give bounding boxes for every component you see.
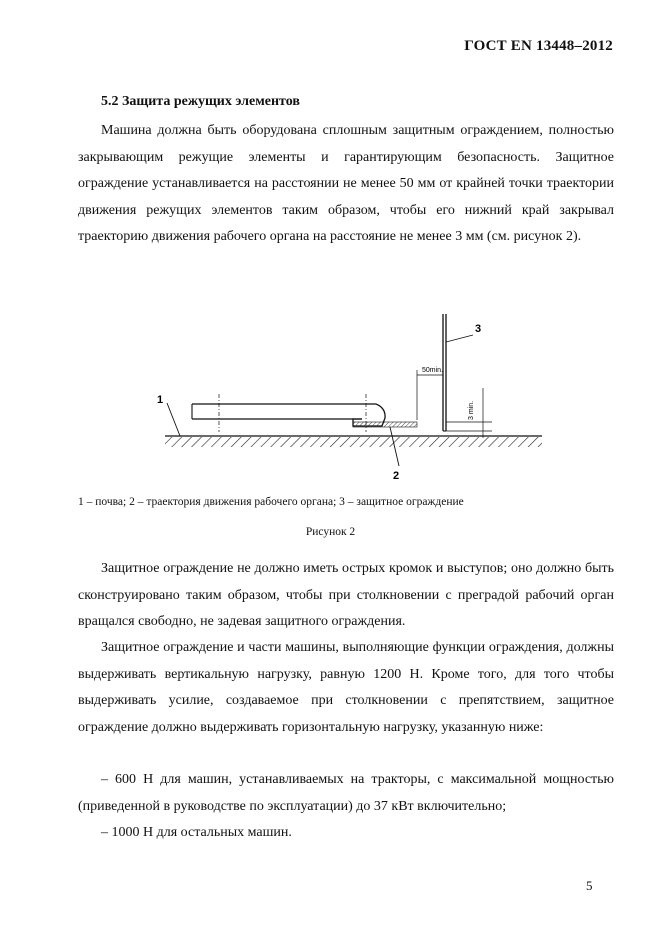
document-header: ГОСТ EN 13448–2012 [464,38,613,54]
protective-guard [443,314,446,431]
soil-surface [165,436,542,447]
trajectory-path [353,422,417,427]
label-1: 1 [157,394,164,406]
figure-title: Рисунок 2 [305,526,356,538]
figure-caption: 1 – почва; 2 – траектория движения рабочего органа; 3 – защитное ограждение [78,496,464,508]
page-number: 5 [586,878,593,893]
dim-50-label: 50min. [422,367,444,374]
figure-2-diagram [150,300,550,490]
dimension-vertical [446,388,492,438]
dim-3-label: 3 min. [468,400,475,420]
paragraph-guard-loads: Защитное ограждение и части машины, выполняющие функции ограждения, должны выдерживать вертикальную нагрузку, равную 1200 Н. Кроме того, для того чтобы выдерживать усилие, создаваемое при столкновении с препятствием, защитное ограждение должно выдерживать горизонтальную нагрузку, указанную ниже: [78,640,614,735]
section-title: 5.2 Защита режущих элементов [101,94,300,109]
dimension-horizontal [417,367,443,420]
label-2: 2 [393,470,400,482]
list-item-1000n: – 1000 Н для остальных машин. [101,825,292,840]
paragraph-guard-requirements: Машина должна быть оборудована сплошным защитным ограждением, полностью закрывающим режущие элементы и гарантирующим безопасность. Защитное ограждение устанавливается на расстоянии не менее 50 мм от крайней точки траектории движения режущих элементов таким образом, чтобы его нижний край закрывал траекторию движения рабочего органа на расстояние не менее 3 мм (см. рисунок 2). [78,123,614,244]
label-3: 3 [475,323,482,335]
list-item-600n: – 600 Н для машин, устанавливаемых на тракторы, с максимальной мощностью (приведенной в руководстве по эксплуатации) до 37 кВт включительно; [78,772,614,814]
paragraph-guard-edges: Защитное ограждение не должно иметь острых кромок и выступов; оно должно быть сконструировано таким образом, чтобы при столкновении с преградой рабочий орган вращался свободно, не задевая защитного ограждения. [78,561,614,629]
